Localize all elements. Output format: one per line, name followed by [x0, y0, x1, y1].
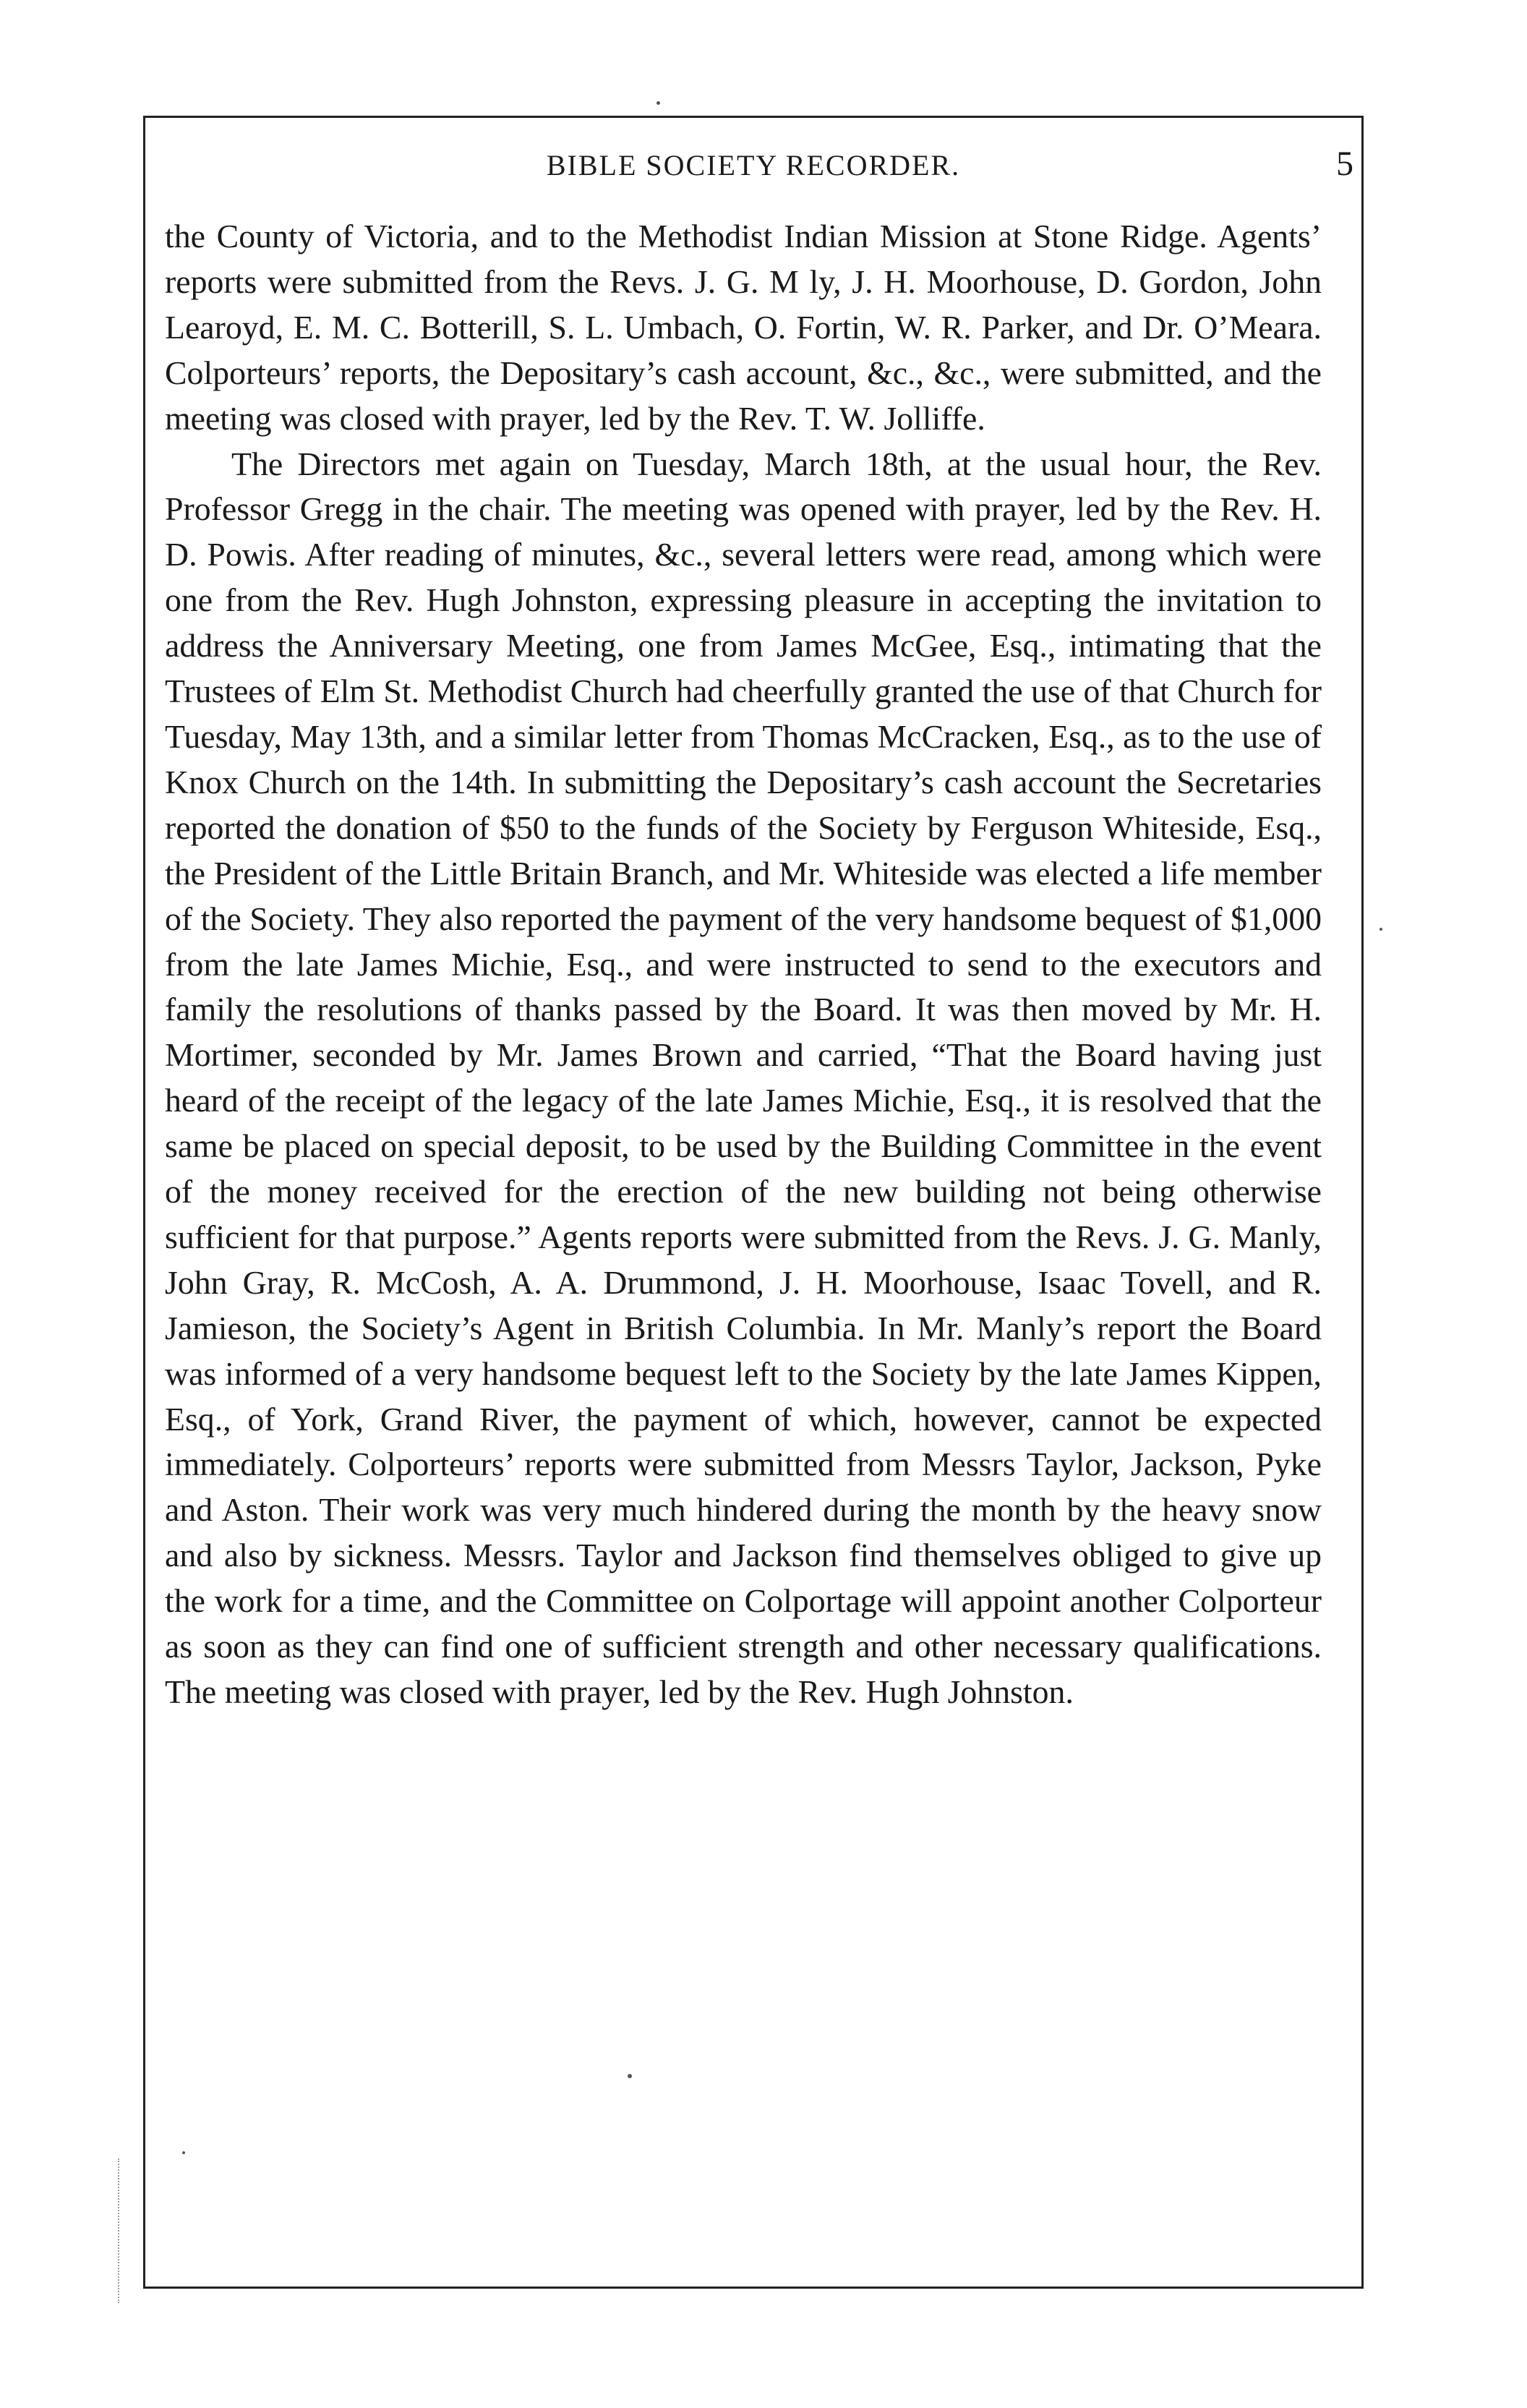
- paragraph-directors-meeting: The Directors met again on Tuesday, March 18th, at the usual hour, the Rev. Professor Gregg in the chair. The meeting was opened with prayer, led by the Rev. H. D. Powis. After reading of minutes, &c., several letters were read, among which were one from the Rev. Hugh Johnston, expressing pleasure in accepting the invitation to address the Anniversary Meeting, one from James McGee, Esq., intimating that the Trustees of Elm St. Methodist Church had cheerfully granted the use of that Church for Tuesday, May 13th, and a similar letter from Thomas McCracken, Esq., as to the use of Knox Church on the 14th. In submitting the Depositary’s cash account the Secretaries reported the donation of $50 to the funds of the Society by Ferguson Whiteside, Esq., the President of the Little Britain Branch, and Mr. Whiteside was elected a life member of the Society. They also reported the payment of the very handsome bequest of $1,000 from the late James Michie, Esq., and were instructed to send to the executors and family the resolutions of thanks passed by the Board. It was then moved by Mr. H. Mortimer, seconded by Mr. James Brown and carried, “That the Board having just heard of the receipt of the legacy of the late James Michie, Esq., it is resolved that the same be placed on special deposit, to be used by the Building Committee in the event of the money received for the erection of the new building not being otherwise sufficient for that purpose.” Agents reports were submitted from the Revs. J. G. Manly, John Gray, R. McCosh, A. A. Drummond, J. H. Moorhouse, Isaac Tovell, and R. Jamieson, the Society’s Agent in British Columbia. In Mr. Manly’s report the Board was informed of a very handsome bequest left to the Society by the late James Kippen, Esq., of York, Grand River, the payment of which, however, cannot be expected immediately. Colporteurs’ reports were submitted from Messrs Taylor, Jackson, Pyke and Aston. Their work was very much hindered during the month by the heavy snow and also by sickness. Messrs. Taylor and Jackson find themselves obliged to give up the work for a time, and the Committee on Colportage will appoint another Colporteur as soon as they can find one of sufficient strength and other necessary qualifications. The meeting was closed with prayer, led by the Rev. Hugh Johnston.: [165, 445, 1322, 1710]
- paragraph-continued: the County of Victoria, and to the Methodist Indian Mission at Stone Ridge. Agents’ reports were submitted from the Revs. J. G. M ly, J. H. Moorhouse, D. Gordon, John Learoyd, E. M. C. Botterill, S. L. Umbach, O. Fortin, W. R. Parker, and Dr. O’Meara. Colporteurs’ reports, the Depositary’s cash account, &c., &c., were submitted, and the meeting was closed with prayer, led by the Rev. T. W. Jolliffe.: [165, 218, 1322, 437]
- print-speck: [656, 101, 660, 105]
- running-head: [143, 145, 1364, 192]
- running-title: BIBLE SOCIETY RECORDER.: [546, 149, 961, 182]
- page-number: 5: [1336, 145, 1353, 183]
- margin-dots: [118, 2159, 119, 2303]
- print-speck: [628, 2074, 632, 2078]
- article-body: [165, 214, 1322, 1715]
- print-speck: [182, 2151, 185, 2154]
- bottom-rule: [143, 2287, 1364, 2289]
- print-speck: [1380, 928, 1382, 931]
